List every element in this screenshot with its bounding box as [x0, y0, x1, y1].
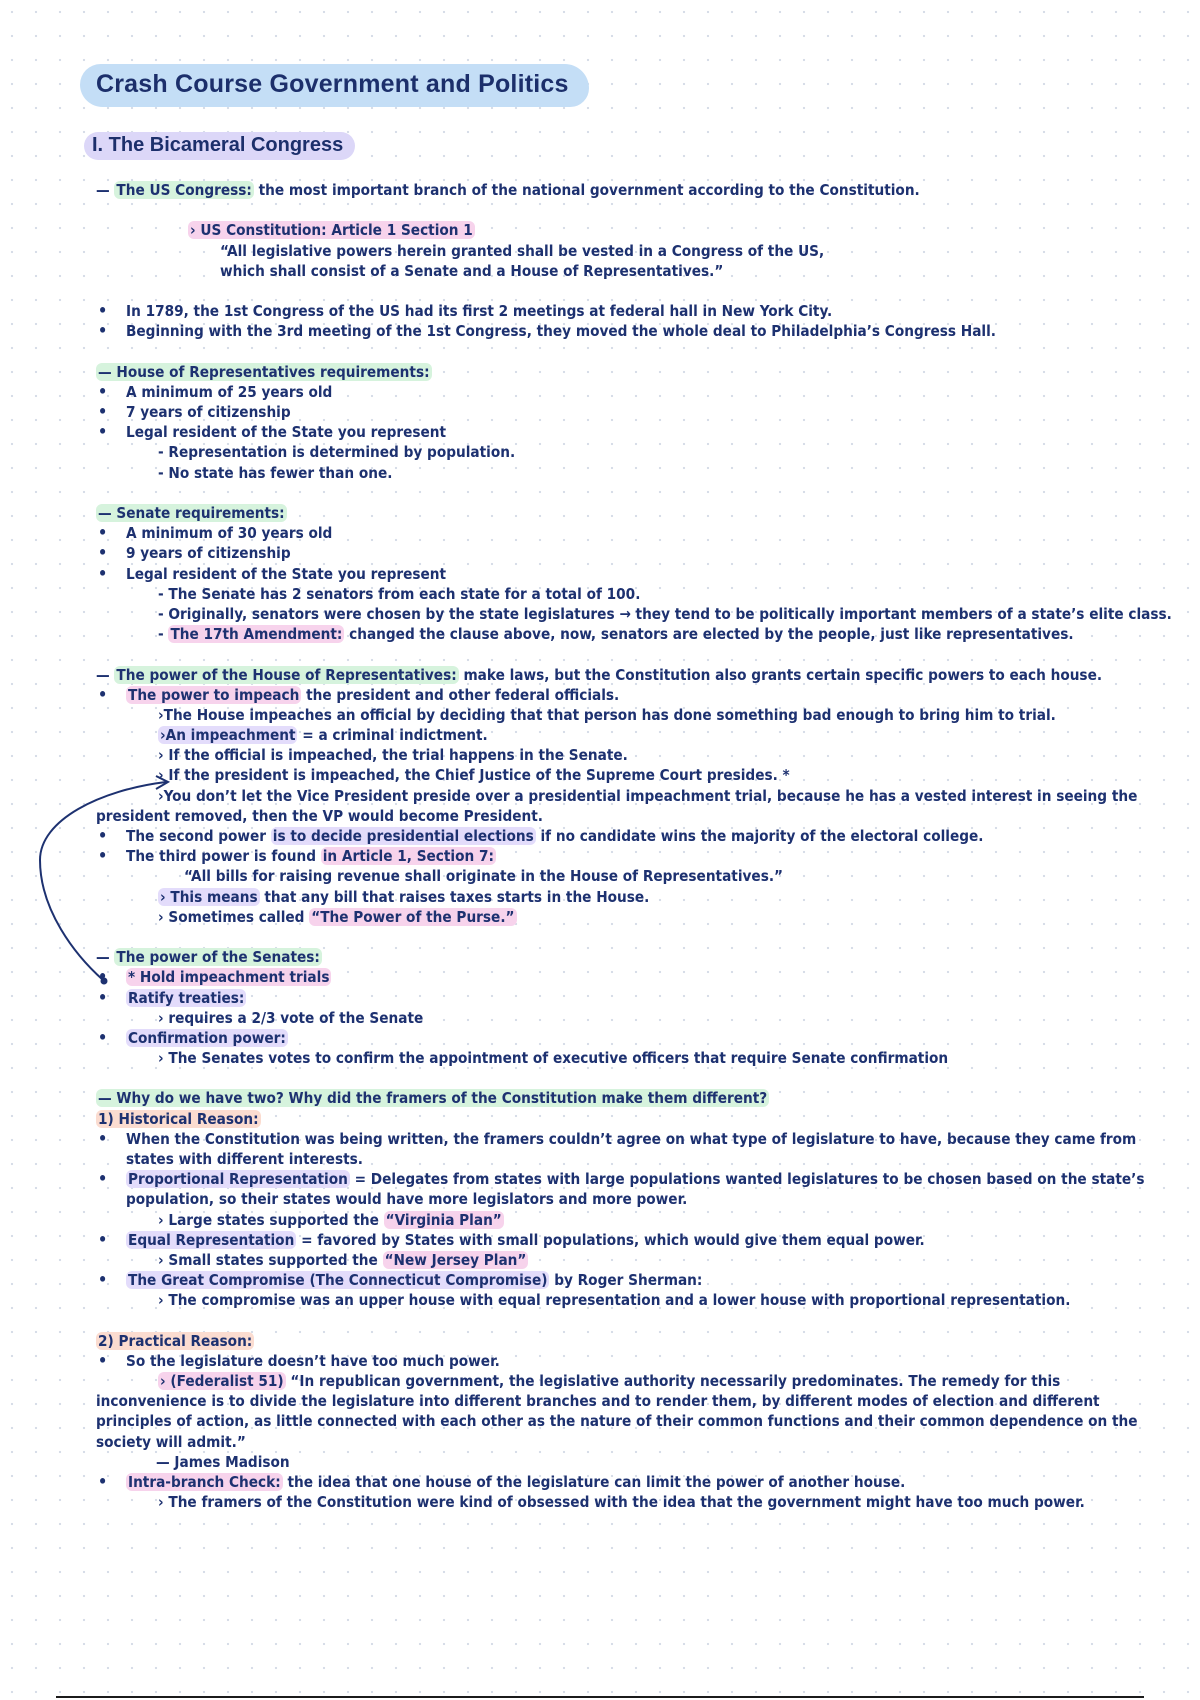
senate-req-heading: — Senate requirements: — [98, 504, 285, 522]
list-item: • 9 years of citizenship — [96, 543, 1176, 563]
page-title: Crash Course Government and Politics — [80, 64, 589, 107]
sub-item: › The framers of the Constitution were kind of obsessed with the idea that the government might have too much power. — [158, 1493, 1085, 1512]
list-item: • So the legislature doesn’t have too much power. — [96, 1351, 1176, 1371]
sub-item: ›You don’t let the Vice President preside over a presidential impeachment trial, because he has a vested interest in seeing the — [158, 786, 1138, 805]
sub-item: › If the official is impeached, the trial happens in the Senate. — [158, 746, 628, 765]
list-item: • * Hold impeachment trials — [96, 967, 1176, 987]
quote-continued: inconvenience is to divide the legislature into different branches and to render them, by different modes of election and different — [96, 1392, 1100, 1411]
sub-item: › If the president is impeached, the Chief Justice of the Supreme Court presides. * — [158, 766, 790, 785]
quote-author: — James Madison — [156, 1452, 290, 1471]
page-divider — [56, 1696, 1144, 1698]
list-item: • A minimum of 30 years old — [96, 523, 1176, 543]
list-item-continued: states with different interests. — [126, 1150, 363, 1168]
sub-item: › This means that any bill that raises taxes starts in the House. — [160, 887, 650, 906]
term-highlight: The US Congress: — [116, 181, 252, 199]
sub-item: › Small states supported the “New Jersey Plan” — [158, 1250, 527, 1269]
article-quote-1: “All legislative powers herein granted shall be vested in a Congress of the US, — [220, 241, 825, 260]
sub-item: - No state has fewer than one. — [158, 463, 393, 482]
sub-item: - The 17th Amendment: changed the clause above, now, senators are elected by the people, just like representatives. — [158, 625, 1074, 644]
senate-power-heading: — The power of the Senates: — [96, 948, 320, 967]
title-block — [80, 64, 589, 107]
list-item: • The power to impeach the president and other federal officials. — [96, 685, 1176, 705]
sub-item: - The Senate has 2 senators from each state for a total of 100. — [158, 584, 641, 603]
sub-item: › requires a 2/3 vote of the Senate — [158, 1008, 424, 1027]
sub-item: - Originally, senators were chosen by the state legislatures → they tend to be politically important members of a state’s elite class. — [158, 604, 1172, 623]
house-req-heading: — House of Representatives requirements: — [98, 362, 430, 381]
intro-line: — The US Congress: the most important branch of the national government according to the Constitution. — [96, 181, 920, 199]
sub-item: › The compromise was an upper house with equal representation and a lower house with proportional representation. — [158, 1291, 1071, 1310]
sub-item: ›The House impeaches an official by deciding that that person has done something bad enough to bring him to trial. — [158, 705, 1056, 724]
list-item: • The second power is to decide presidential elections if no candidate wins the majority of the electoral college. — [96, 826, 1176, 846]
sub-item: › Large states supported the “Virginia Plan” — [158, 1210, 502, 1229]
sub-item: › The Senates votes to confirm the appointment of executive officers that require Senate confirmation — [158, 1049, 949, 1068]
list-item: • Legal resident of the State you represent — [96, 422, 1176, 442]
sub-item: › (Federalist 51) “In republican government, the legislative authority necessarily predominates. The remedy for this — [160, 1372, 1061, 1391]
list-item: • In 1789, the 1st Congress of the US had its first 2 meetings at federal hall in New York City. — [96, 301, 1176, 321]
practical-reason-heading: 2) Practical Reason: — [98, 1331, 253, 1350]
historical-reason-heading: 1) Historical Reason: — [98, 1109, 259, 1128]
why-two-heading: — Why do we have two? Why did the framers of the Constitution make them different? — [98, 1089, 768, 1108]
list-item: • 7 years of citizenship — [96, 402, 1176, 422]
list-item: • Ratify treaties: — [96, 988, 1176, 1008]
section-heading: I. The Bicameral Congress — [84, 132, 355, 160]
list-item: • The Great Compromise (The Connecticut Compromise) by Roger Sherman: — [96, 1270, 1176, 1290]
quote-continued: principles of action, as little connected with each other as the nature of their common functions and their common dependence on the — [96, 1412, 1138, 1431]
list-item-continued: population, so their states would have more legislators and more power. — [126, 1190, 688, 1209]
list-item: • Intra-branch Check: the idea that one house of the legislature can limit the power of another house. — [96, 1472, 1176, 1492]
sub-item: › Sometimes called “The Power of the Purse.” — [158, 907, 515, 926]
quote-continued: society will admit.” — [96, 1432, 246, 1451]
list-item: • The third power is found in Article 1, Section 7: — [96, 846, 1176, 866]
list-item: • Equal Representation = favored by States with small populations, which would give them equal power. — [96, 1230, 1176, 1250]
list-item: • When the Constitution was being written, the framers couldn’t agree on what type of legislature to have, because they came from — [96, 1129, 1176, 1149]
list-item: • Proportional Representation = Delegates from states with large populations wanted legislatures to be chosen based on the state’s — [96, 1169, 1176, 1189]
house-power-heading: — The power of the House of Representatives: make laws, but the Constitution also grants certain specific powers to each house. — [96, 665, 1103, 684]
quote: “All bills for raising revenue shall originate in the House of Representatives.” — [184, 867, 783, 886]
list-item: • A minimum of 25 years old — [96, 382, 1176, 402]
sub-item-continued: president removed, then the VP would become President. — [96, 806, 543, 825]
sub-item: ›An impeachment = a criminal indictment. — [160, 726, 488, 745]
article-ref: › US Constitution: Article 1 Section 1 — [190, 221, 473, 240]
sub-item: - Representation is determined by population. — [158, 443, 516, 462]
list-item: • Legal resident of the State you represent — [96, 564, 1176, 584]
notes-body — [96, 180, 1176, 1512]
article-quote-2: which shall consist of a Senate and a House of Representatives.” — [220, 261, 724, 280]
list-item: • Beginning with the 3rd meeting of the 1st Congress, they moved the whole deal to Philadelphia’s Congress Hall. — [96, 321, 1176, 341]
list-item: • Confirmation power: — [96, 1028, 1176, 1048]
